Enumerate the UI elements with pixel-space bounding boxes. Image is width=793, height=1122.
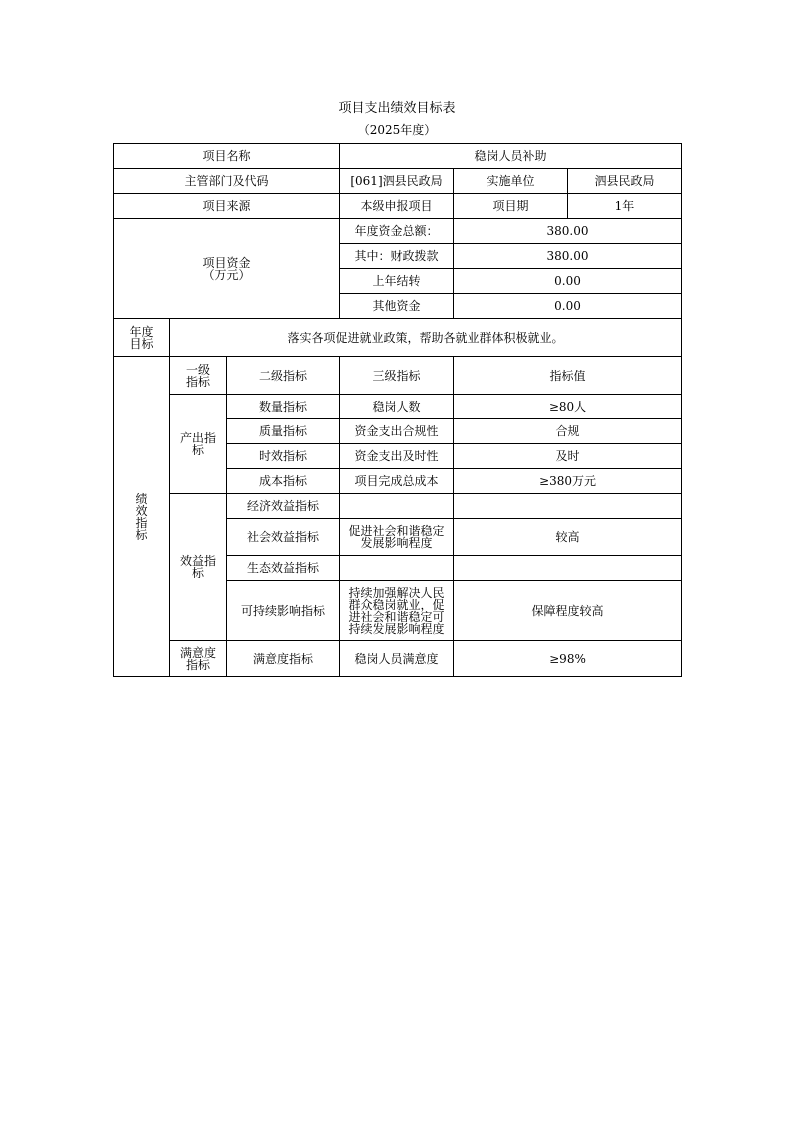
row-annual-goal (114, 319, 682, 357)
ecological-value (454, 556, 682, 581)
department-label: 主管部门及代码 (114, 169, 340, 194)
economic-value (454, 494, 682, 519)
table-row (114, 641, 682, 677)
sustainable-level3-line3: 进社会和谐稳定可 (348, 609, 445, 624)
header-level1 (170, 357, 227, 395)
header-level2: 二级指标 (227, 357, 340, 395)
performance-target-table (113, 143, 682, 677)
other-funds-label: 其他资金 (340, 294, 454, 319)
header-value: 指标值 (454, 357, 682, 395)
annual-total-label: 年度资金总额： (340, 219, 454, 244)
quality-indicator: 质量指标 (227, 419, 340, 444)
cost-level3: 项目完成总成本 (340, 469, 454, 494)
fiscal-allocation-value: 380.00 (454, 244, 682, 269)
header-level1-line2: 指标 (185, 374, 210, 389)
output-indicator-label (170, 395, 227, 494)
cost-value: ≥380万元 (454, 469, 682, 494)
carryover-value: 0.00 (454, 269, 682, 294)
department-value: [061]泗县民政局 (340, 169, 454, 194)
project-source-label: 项目来源 (114, 194, 340, 219)
goal-label-line2: 目标 (129, 336, 154, 351)
social-level3-line1: 促进社会和谐稳定 (348, 524, 445, 538)
quantity-indicator: 数量指标 (227, 395, 340, 419)
timeliness-value: 及时 (454, 444, 682, 469)
carryover-label: 上年结转 (340, 269, 454, 294)
economic-indicator: 经济效益指标 (227, 494, 340, 519)
project-name-label: 项目名称 (114, 144, 340, 169)
row-source (114, 194, 682, 219)
quantity-level3: 稳岗人数 (340, 395, 454, 419)
row-project-name (114, 144, 682, 169)
funds-label-line2: （万元） (202, 267, 251, 282)
fiscal-allocation-label: 其中：财政拨款 (340, 244, 454, 269)
sustainable-level3-line4: 持续发展影响程度 (348, 621, 445, 636)
table-row (114, 494, 682, 519)
quality-level3: 资金支出合规性 (340, 419, 454, 444)
funds-label-line1: 项目资金 (202, 255, 251, 270)
satisfaction-label-line2: 指标 (185, 657, 210, 672)
project-name-value: 稳岗人员补助 (340, 144, 682, 169)
row-department (114, 169, 682, 194)
row-indicator-headers (114, 357, 682, 395)
implementing-unit-label: 实施单位 (454, 169, 568, 194)
social-level3-line2: 发展影响程度 (360, 536, 433, 550)
project-funds-label (114, 219, 340, 319)
satisfaction-value: ≥98% (454, 641, 682, 677)
perf-label-char-4: 标 (135, 527, 148, 542)
project-period-label: 项目期 (454, 194, 568, 219)
benefit-indicator-label (170, 494, 227, 641)
sustainable-value: 保障程度较高 (454, 581, 682, 641)
annual-goal-label (114, 319, 170, 357)
other-funds-value: 0.00 (454, 294, 682, 319)
cost-indicator: 成本指标 (227, 469, 340, 494)
project-period-value: 1年 (568, 194, 682, 219)
document-title: 项目支出绩效目标表 (338, 101, 456, 116)
social-indicator: 社会效益指标 (227, 519, 340, 556)
satisfaction-indicator: 满意度指标 (227, 641, 340, 677)
document-year: （2025年度） (357, 123, 437, 137)
benefit-label-line2: 标 (191, 566, 204, 580)
annual-total-value: 380.00 (454, 219, 682, 244)
benefit-label-line1: 效益指 (179, 554, 216, 568)
social-level3 (340, 519, 454, 556)
header-level3: 三级指标 (340, 357, 454, 395)
social-value: 较高 (454, 519, 682, 556)
header-level1-line1: 一级 (185, 362, 210, 377)
performance-indicator-label (114, 357, 170, 677)
ecological-level3 (340, 556, 454, 581)
sustainable-indicator: 可持续影响指标 (227, 581, 340, 641)
project-source-value: 本级申报项目 (340, 194, 454, 219)
economic-level3 (340, 494, 454, 519)
output-label-line1: 产出指 (179, 431, 216, 445)
annual-goal-text: 落实各项促进就业政策，帮助各就业群体积极就业。 (170, 319, 682, 357)
row-funds-total (114, 219, 682, 244)
ecological-indicator: 生态效益指标 (227, 556, 340, 581)
satisfaction-indicator-label (170, 641, 227, 677)
timeliness-indicator: 时效指标 (227, 444, 340, 469)
sustainable-level3-line1: 持续加强解决人民 (348, 585, 445, 600)
table-row (114, 395, 682, 419)
sustainable-level3 (340, 581, 454, 641)
output-label-line2: 标 (191, 443, 204, 457)
quality-value: 合规 (454, 419, 682, 444)
satisfaction-label-line1: 满意度 (179, 645, 216, 660)
satisfaction-level3: 稳岗人员满意度 (340, 641, 454, 677)
quantity-value: ≥80人 (454, 395, 682, 419)
sustainable-level3-line2: 群众稳岗就业，促 (348, 597, 445, 612)
perf-label-char-1: 绩 (135, 491, 148, 506)
timeliness-level3: 资金支出及时性 (340, 444, 454, 469)
perf-label-char-2: 效 (135, 503, 148, 518)
perf-label-char-3: 指 (135, 515, 148, 530)
goal-label-line1: 年度 (129, 324, 154, 339)
implementing-unit-value: 泗县民政局 (568, 169, 682, 194)
